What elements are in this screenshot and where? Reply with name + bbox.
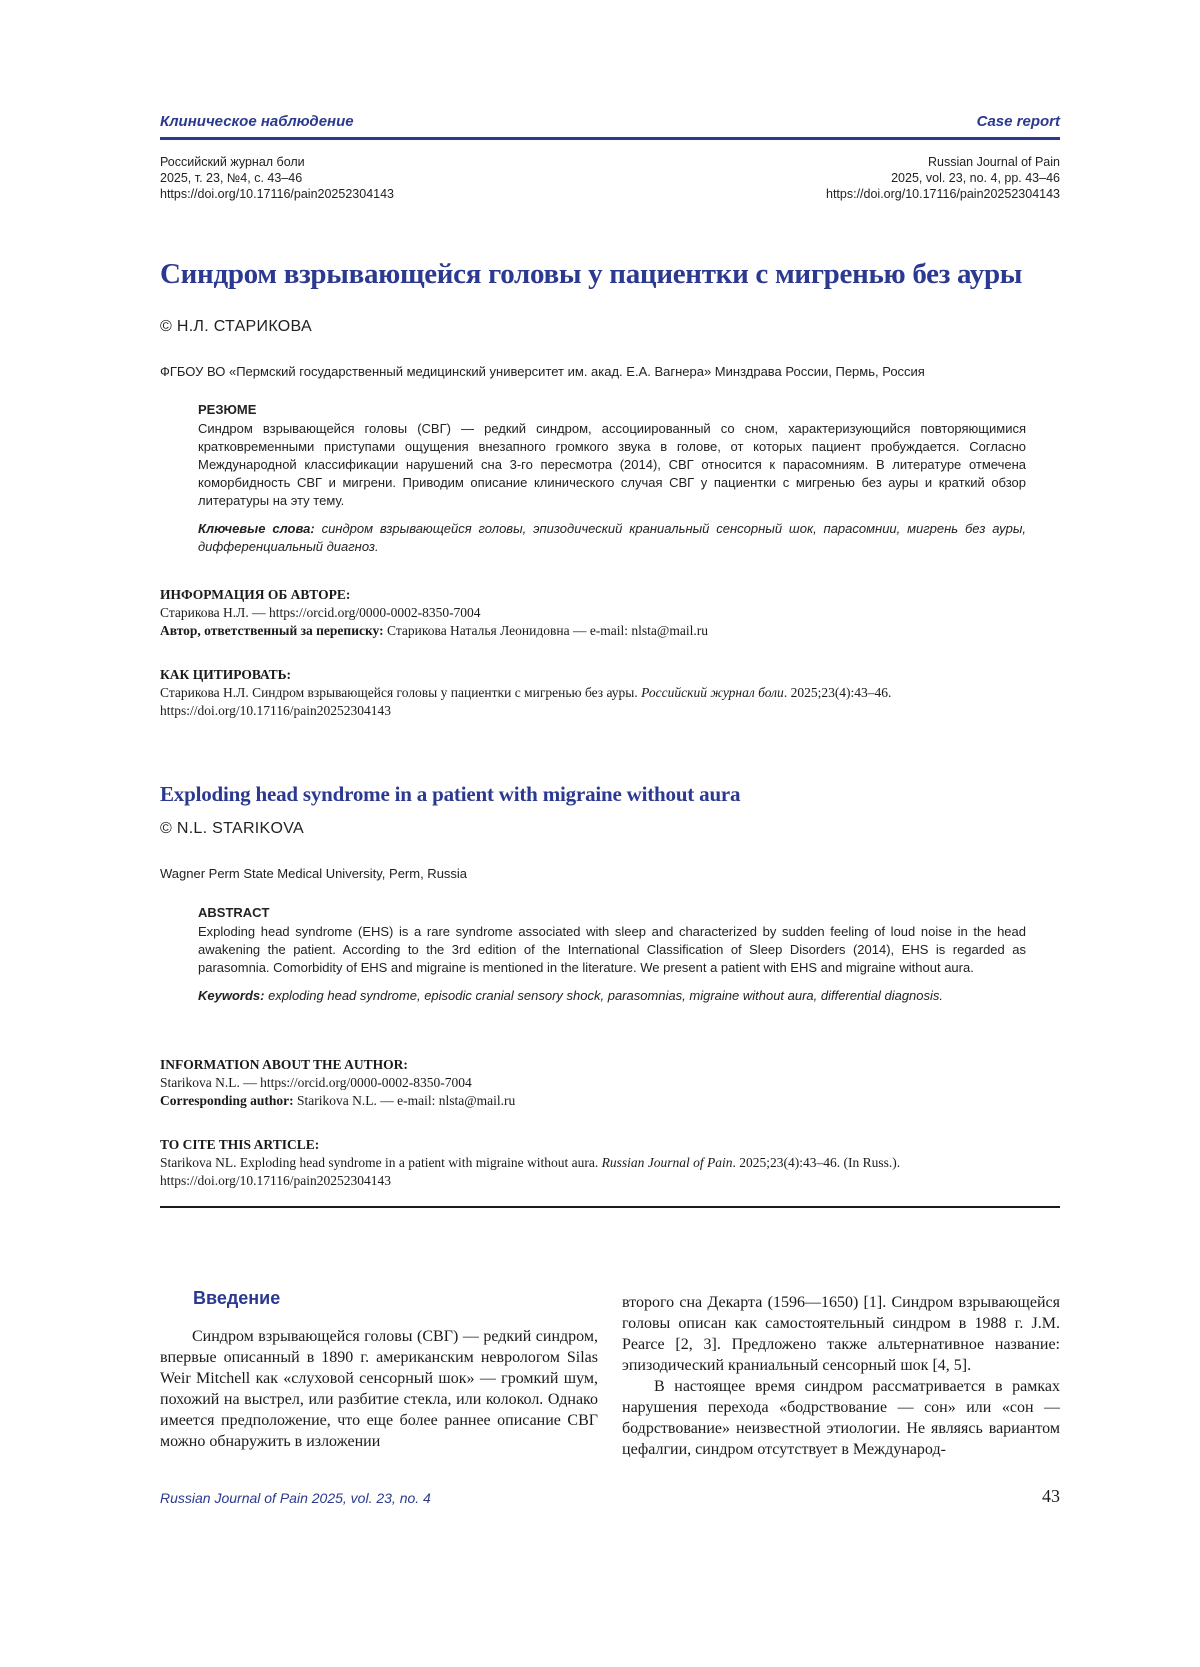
keywords-en [198,987,1026,1005]
author-info-heading-en: INFORMATION ABOUT THE AUTHOR: [160,1057,408,1072]
citation-heading-ru: КАК ЦИТИРОВАТЬ: [160,667,292,682]
citation-ru [160,666,1060,720]
affiliation-ru: ФГБОУ ВО «Пермский государственный медицинский университет им. акад. Е.А. Вагнера» Минздрава России, Пермь, Россия [160,364,925,379]
corresponding-text-en: Starikova N.L. — e-mail: nlsta@mail.ru [297,1093,516,1108]
abstract-text-en: Exploding head syndrome (EHS) is a rare syndrome associated with sleep and characterized by sudden feeling of loud noise in the head awakening the patient. According to the 3rd edition of the International Classification of Sleep Disorders (2014), EHS is regarded as parasomnia. Comorbidity of EHS and migraine is mentioned in the literature. We present a patient with EHS and migraine without aura. [198,924,1026,975]
citation-tail-en: . 2025;23(4):43–46. (In Russ.). [732,1155,901,1170]
journal-meta-en [826,154,1060,202]
journal-meta-ru [160,154,394,202]
running-header [160,113,1060,135]
citation-journal-en: Russian Journal of Pain [601,1155,733,1170]
article-title-en: Exploding head syndrome in a patient with migraine without aura [160,782,741,806]
corresponding-label-en: Corresponding author: [160,1093,294,1108]
body-column-left [160,1326,598,1452]
article-title-ru: Синдром взрывающейся головы у пациентки с мигренью без ауры [160,258,1023,290]
body-paragraph: второго сна Декарта (1596—1650) [1]. Синдром взрывающейся головы описан как самостоятельный синдром в 1988 г. J.M. Pearce [2, 3]. Предложено также альтернативное название: эпизодический краниальный сенсорный шок [4, 5]. [622,1294,1060,1374]
author-orcid-ru[interactable]: Старикова Н.Л. — https://orcid.org/0000-0002-8350-7004 [160,605,481,620]
journal-issue-ru: 2025, т. 23, №4, с. 43–46 [160,171,303,185]
author-info-en [160,1056,1060,1110]
abstract-text-ru: Синдром взрывающейся головы (СВГ) — редкий синдром, ассоциированный со сном, характеризующийся повторяющимися кратковременными приступами ощущения внезапного громкого звука в голове, от которых пациент пробуждается. Согласно Международной классификации нарушений сна 3-го пересмотра (2014), СВГ относится к парасомниям. В литературе отмечена коморбидность СВГ и мигрени. Приводим описание клинического случая СВГ у пациентки с мигренью без ауры и краткий обзор литературы на эту тему. [198,421,1026,508]
keywords-label-en: Keywords: [198,988,265,1003]
citation-journal-ru: Российский журнал боли [641,685,784,700]
abstract-heading-ru: РЕЗЮМЕ [198,402,257,417]
citation-en [160,1136,1060,1190]
page-number: 43 [1042,1486,1060,1506]
footer-journal: Russian Journal of Pain 2025, vol. 23, no. 4 [160,1490,431,1506]
author-info-heading-ru: ИНФОРМАЦИЯ ОБ АВТОРЕ: [160,587,351,602]
abstract-heading-en: ABSTRACT [198,905,270,920]
journal-name-ru: Российский журнал боли [160,155,305,169]
author-orcid-en[interactable]: Starikova N.L. — https://orcid.org/0000-0002-8350-7004 [160,1075,472,1090]
author-ru: © Н.Л. СТАРИКОВА [160,318,312,335]
section-divider [160,1206,1060,1208]
corresponding-text-ru: Старикова Наталья Леонидовна — e-mail: nlsta@mail.ru [387,623,708,638]
journal-name-en: Russian Journal of Pain [927,155,1060,169]
abstract-ru [198,402,1026,556]
citation-tail-ru: . 2025;23(4):43–46. [783,685,892,700]
corresponding-ru [160,622,1060,640]
doi-link-en[interactable]: https://doi.org/10.17116/pain20252304143 [826,187,1060,201]
keywords-ru [198,520,1026,556]
header-rule [160,137,1060,140]
author-info-ru [160,586,1060,640]
abstract-en [198,905,1026,1005]
citation-body-en: Starikova NL. Exploding head syndrome in a patient with migraine without aura. [160,1155,599,1170]
corresponding-en [160,1092,1060,1110]
citation-doi-ru[interactable]: https://doi.org/10.17116/pain20252304143 [160,703,392,718]
section-label-ru: Клиническое наблюдение [160,113,354,130]
keywords-text-ru: синдром взрывающейся головы, эпизодический краниальный сенсорный шок, парасомнии, мигрень без ауры, дифференциальный диагноз. [198,521,1026,554]
keywords-label-ru: Ключевые слова: [198,521,315,536]
body-column-right [622,1292,1060,1460]
doi-link-ru[interactable]: https://doi.org/10.17116/pain20252304143 [160,187,394,201]
section-label-en: Case report [976,113,1060,130]
citation-heading-en: TO CITE THIS ARTICLE: [160,1137,320,1152]
citation-text-ru [160,684,1060,702]
journal-issue-en: 2025, vol. 23, no. 4, pp. 43–46 [891,171,1060,185]
citation-text-en [160,1154,1060,1172]
body-paragraph: В настоящее время синдром рассматривается в рамках нарушения перехода «бодрствование — сон» или «сон — бодрствование» неизвестной этиологии. Не являясь вариантом цефалгии, синдром отсутствует в Международ- [622,1378,1060,1458]
intro-heading: Введение [193,1288,281,1308]
citation-doi-en[interactable]: https://doi.org/10.17116/pain20252304143 [160,1173,392,1188]
corresponding-label-ru: Автор, ответственный за переписку: [160,623,384,638]
affiliation-en: Wagner Perm State Medical University, Perm, Russia [160,866,468,881]
citation-body-ru: Старикова Н.Л. Синдром взрывающейся головы у пациентки с мигренью без ауры. [160,685,638,700]
keywords-text-en: exploding head syndrome, episodic cranial sensory shock, parasomnias, migraine without aura, differential diagnosis. [268,988,944,1003]
body-paragraph: Синдром взрывающейся головы (СВГ) — редкий синдром, впервые описанный в 1890 г. американским неврологом Silas Weir Mitchell как «слуховой сенсорный шок» — громкий шум, похожий на выстрел, или разбитие стекла, или колокол. Однако имеется предположение, что еще более раннее описание СВГ можно обнаружить в изложении [160,1328,598,1450]
author-en: © N.L. STARIKOVA [160,820,305,837]
